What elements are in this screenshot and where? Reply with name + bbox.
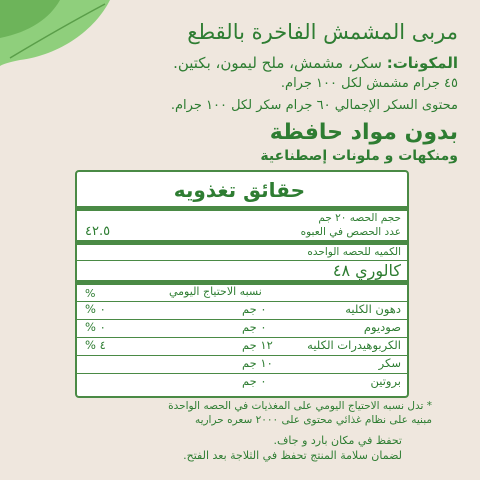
nutrient-amount: ٠ جم — [242, 320, 267, 334]
servings-per-container: عدد الحصص في العبوه — [300, 226, 401, 238]
nutrition-facts-panel — [75, 170, 409, 398]
nutrient-name: سكر — [378, 356, 401, 370]
total-sugar: محتوى السكر الإجمالي ٦٠ جرام سكر لكل ١٠٠ جرام. — [170, 98, 458, 113]
amount-per-serving: الكميه للحصه الواحده — [307, 246, 401, 258]
dv-percent-header: % — [85, 287, 96, 300]
no-preservatives-claim: بدون مواد حافظة — [269, 120, 458, 145]
apricot-content: ٤٥ جرام مشمش لكل ١٠٠ جرام. — [280, 76, 458, 91]
calories: كالوري ٤٨ — [332, 261, 401, 280]
leaf-icon — [0, 0, 120, 70]
nutrient-name: دهون الكليه — [345, 302, 401, 316]
nutrient-amount: ٠ جم — [242, 302, 267, 316]
serving-size: حجم الحصه ٢٠ جم — [318, 212, 401, 224]
nutrient-amount: ١٠ جم — [242, 356, 273, 370]
nutrient-dv: ٠ % — [85, 302, 106, 316]
nutrient-name: صوديوم — [363, 320, 401, 334]
ingredients-line — [173, 54, 458, 72]
nutrient-dv: ٤ % — [85, 338, 106, 352]
nutrient-name: بروتين — [370, 374, 401, 388]
nutrient-name: الكربوهيدرات الكليه — [307, 338, 401, 352]
nutrient-amount: ١٢ جم — [242, 338, 273, 352]
servings-value: ٤٢.٥ — [85, 224, 111, 239]
storage-line-2: لضمان سلامة المنتج تحفظ في الثلاجة بعد الفتح. — [183, 449, 402, 462]
nutrient-amount: ٠ جم — [242, 374, 267, 388]
product-title: مربى المشمش الفاخرة بالقطع — [187, 20, 458, 44]
footnote-line-2: مبنيه على نظام غذائي محتوى على ٢٠٠٠ سعره حراريه — [194, 414, 432, 426]
footnote-line-1: * تدل نسبه الاحتياج اليومي على المغذيات في الحصه الواحدة — [168, 400, 432, 412]
nutrition-title: حقائق تغذويه — [173, 178, 305, 202]
divider — [77, 240, 407, 245]
ingredients-label: المكونات: — [386, 54, 458, 72]
no-artificial-claim: ومنكهات و ملونات إصطناعية — [260, 148, 458, 164]
storage-line-1: تحفظ في مكان بارد و جاف. — [273, 434, 402, 447]
nutrient-dv: ٠ % — [85, 320, 106, 334]
ingredients-text: سكر، مشمش، ملح ليمون، بكتين. — [173, 54, 382, 72]
daily-value-header: نسبه الاحتياج اليومي — [169, 285, 262, 298]
divider — [77, 206, 407, 211]
